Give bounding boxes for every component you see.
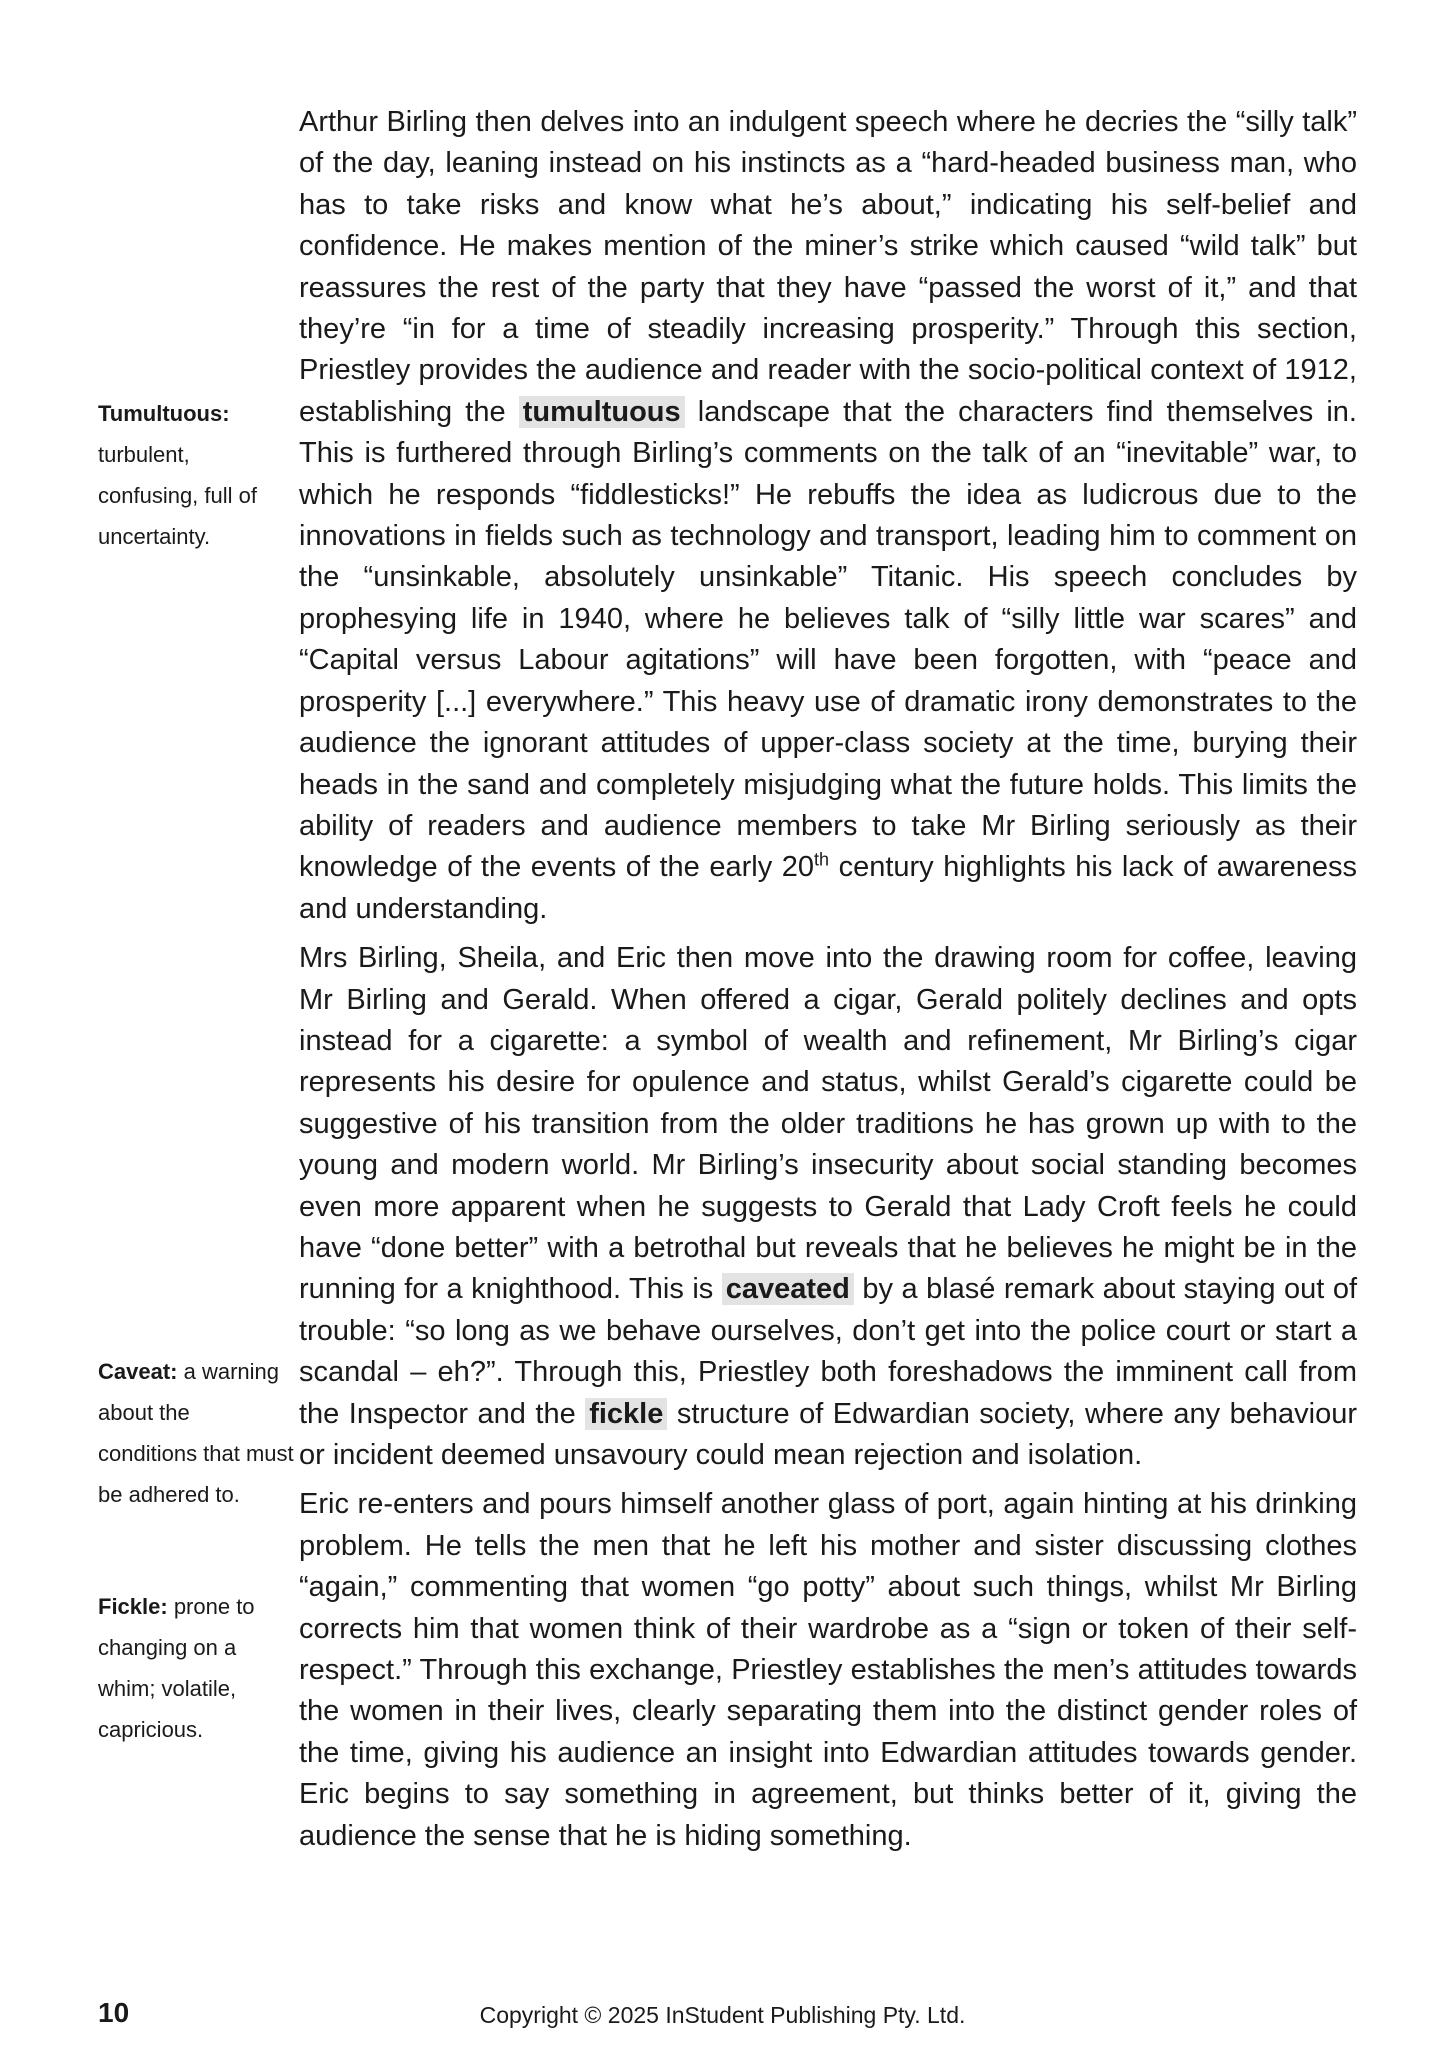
glossary-fickle	[98, 1586, 294, 1750]
glossary-term: Caveat:	[98, 1359, 178, 1384]
paragraph-eric: Eric re-enters and pours himself another glass of port, again hinting at his drinking problem. He tells the men that he left his mother and sister discussing clothes “again,” commenting that women “go potty” about such things, whilst Mr Birling corrects him that women think of their wardrobe as a “sign or token of their self-respect.” Through this exchange, Priestley establishes the men’s attitudes towards the women in their lives, clearly separating them into the distinct gender roles of the time, giving his audience an insight into Edwardian attitudes towards gender. Eric begins to say something in agreement, but thinks better of it, giving the audience the sense that he is hiding something.	[299, 1488, 1357, 1852]
glossary-term: Fickle:	[98, 1594, 168, 1619]
paragraph-text: century highlights his lack of awareness and understanding.	[299, 851, 1357, 925]
glossary-definition: a warning about the conditions that must be adhered to.	[98, 1359, 294, 1507]
paragraph-text: landscape that the characters find themselves in. This is furthered through Birling’s comments on the talk of an “inevitable” war, to which he responds “fiddlesticks!” He rebuffs the idea as ludicrous due to the innovations in fields such as technology and transport, leading him to comment on the “unsinkable, absolutely unsinkable” Titanic. His speech concludes by prophesying life in 1940, where he believes talk of “silly little war scares” and “Capital versus Labour agitations” will have been forgotten, with “peace and prosperity [...] everywhere.” This heavy use of dramatic irony demonstrates to the audience the ignorant attitudes of upper-class society at the time, burying their heads in the sand and completely misjudging what the future holds. This limits the ability of readers and audience members to take Mr Birling seriously as their knowledge of the events of the early 20	[299, 395, 1357, 884]
paragraph-birling-speech	[299, 102, 1357, 930]
body-text	[299, 102, 1357, 1865]
highlighted-term-tumultuous: tumultuous	[519, 396, 685, 428]
glossary-tumultuous	[98, 393, 294, 557]
page-number: 10	[98, 1997, 130, 2028]
highlighted-term-caveated: caveated	[722, 1273, 854, 1305]
highlighted-term-fickle: fickle	[585, 1398, 667, 1430]
paragraph-text: structure of Edwardian society, where any behaviour or incident deemed unsavoury could mean rejection and isolation.	[299, 1397, 1357, 1471]
superscript-ordinal: th	[814, 849, 830, 870]
glossary-definition: prone to changing on a whim; volatile, capricious.	[98, 1594, 255, 1742]
glossary-caveat	[98, 1351, 294, 1515]
glossary-definition: turbulent, confusing, full of uncertainty.	[98, 442, 257, 549]
glossary-term: Tumultuous:	[98, 401, 230, 426]
paragraph-text: by a blasé remark about staying out of trouble: “so long as we behave ourselves, don’t get into the police court or start a scandal – eh?”. Through this, Priestley both foreshadows the imminent call from the Inspector and the	[299, 1273, 1357, 1430]
paragraph-text: Mrs Birling, Sheila, and Eric then move into the drawing room for coffee, leaving Mr Birling and Gerald. When offered a cigar, Gerald politely declines and opts instead for a cigarette: a symbol of wealth and refinement, Mr Birling’s cigar represents his desire for opulence and status, whilst Gerald’s cigarette could be suggestive of his transition from the older traditions he has grown up with to the young and modern world. Mr Birling’s insecurity about social standing becomes even more apparent when he suggests to Gerald that Lady Croft feels he could have “done better” with a betrothal but reveals that he believes he might be in the running for a knighthood. This is	[299, 942, 1357, 1306]
paragraph-text: Arthur Birling then delves into an indulgent speech where he decries the “silly talk” of the day, leaning instead on his instincts as a “hard-headed business man, who has to take risks and know what he’s about,” indicating his self-belief and confidence. He makes mention of the miner’s strike which caused “wild talk” but reassures the rest of the party that they have “passed the worst of it,” and that they’re “in for a time of steadily increasing prosperity.” Through this section, Priestley provides the audience and reader with the socio-political context of 1912, establishing the	[299, 106, 1357, 428]
paragraph-cigar	[299, 938, 1357, 1476]
copyright-notice: Copyright © 2025 InStudent Publishing Pty. Ltd.	[479, 2002, 966, 2028]
